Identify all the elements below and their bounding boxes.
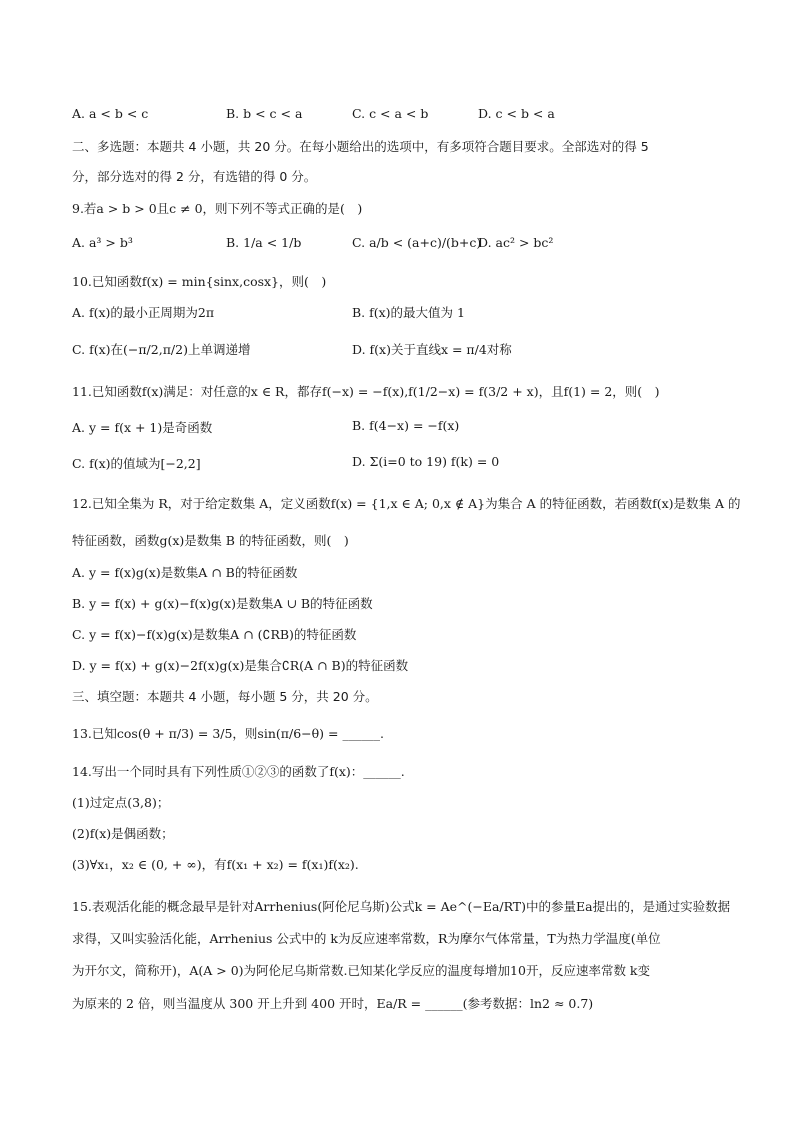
q11-stem: 11.已知函数f(x)满足：对任意的x ∈ R，都存f(−x) = −f(x),f(1/2−x) = f(3/2 + x)，且f(1) = 2，则( ) xyxy=(72,384,660,399)
q15-line3: 为开尔文，简称开)，A(A > 0)为阿伦尼乌斯常数.已知某化学反应的温度每增加10开，反应速率常数 k变 xyxy=(72,963,650,978)
q8-option-b: B. b < c < a xyxy=(226,106,303,121)
q10-stem: 10.已知函数f(x) = min{sinx,cosx}，则( ) xyxy=(72,274,327,289)
q12-stem-line2: 特征函数，函数g(x)是数集 B 的特征函数，则( ) xyxy=(72,533,349,548)
q12-option-a: A. y = f(x)g(x)是数集A ∩ B的特征函数 xyxy=(72,565,298,580)
section2-header-line2: 分，部分选对的得 2 分，有选错的得 0 分。 xyxy=(72,169,317,184)
q9-option-c: C. a/b < (a+c)/(b+c) xyxy=(352,235,482,250)
q8-option-a: A. a < b < c xyxy=(72,106,149,121)
q12-option-d: D. y = f(x) + g(x)−2f(x)g(x)是集合∁R(A ∩ B)的特征函数 xyxy=(72,658,409,673)
q10-option-b: B. f(x)的最大值为 1 xyxy=(352,305,465,320)
q14-property-1: (1)过定点(3,8)； xyxy=(72,795,170,810)
q13-stem: 13.已知cos(θ + π/3) = 3/5，则sin(π/6−θ) = ______. xyxy=(72,726,384,741)
q14-property-2: (2)f(x)是偶函数； xyxy=(72,826,174,841)
q10-option-d: D. f(x)关于直线x = π/4对称 xyxy=(352,342,512,357)
q14-property-3: (3)∀x₁，x₂ ∈ (0, + ∞)，有f(x₁ + x₂) = f(x₁)f(x₂). xyxy=(72,857,359,872)
q12-stem-line1: 12.已知全集为 R，对于给定数集 A，定义函数f(x) = {1,x ∈ A; 0,x ∉ A}为集合 A 的特征函数，若函数f(x)是数集 A 的 xyxy=(72,496,741,511)
q11-option-a: A. y = f(x + 1)是奇函数 xyxy=(72,420,213,435)
section2-header-line1: 二、多选题：本题共 4 小题，共 20 分。在每小题给出的选项中，有多项符合题目要求。全部选对的得 5 xyxy=(72,139,649,154)
q12-option-c: C. y = f(x)−f(x)g(x)是数集A ∩ (∁RB)的特征函数 xyxy=(72,627,357,642)
q8-option-c: C. c < a < b xyxy=(352,106,429,121)
q15-line1: 15.表观活化能的概念最早是针对Arrhenius(阿伦尼乌斯)公式k = Ae^(−Ea/RT)中的参量Ea提出的，是通过实验数据 xyxy=(72,899,731,914)
q11-option-d: D. Σ(i=0 to 19) f(k) = 0 xyxy=(352,454,500,469)
q10-option-c: C. f(x)在(−π/2,π/2)上单调递增 xyxy=(72,342,251,357)
q8-option-d: D. c < b < a xyxy=(478,106,555,121)
q9-option-a: A. a³ > b³ xyxy=(72,235,133,250)
q9-stem: 9.若a > b > 0且c ≠ 0，则下列不等式正确的是( ) xyxy=(72,201,363,216)
q9-option-b: B. 1/a < 1/b xyxy=(226,235,302,250)
q11-option-c: C. f(x)的值域为[−2,2] xyxy=(72,456,201,471)
q10-option-a: A. f(x)的最小正周期为2π xyxy=(72,305,215,320)
section3-header: 三、填空题：本题共 4 小题，每小题 5 分，共 20 分。 xyxy=(72,689,378,704)
q15-line2: 求得，又叫实验活化能，Arrhenius 公式中的 k为反应速率常数，R为摩尔气体常量，T为热力学温度(单位 xyxy=(72,931,661,946)
q9-option-d: D. ac² > bc² xyxy=(478,235,554,250)
q12-option-b: B. y = f(x) + g(x)−f(x)g(x)是数集A ∪ B的特征函数 xyxy=(72,596,373,611)
q11-option-b: B. f(4−x) = −f(x) xyxy=(352,418,460,433)
q14-stem: 14.写出一个同时具有下列性质①②③的函数了f(x)：______. xyxy=(72,764,405,779)
q15-line4: 为原来的 2 倍，则当温度从 300 开上升到 400 开时，Ea/R = ______(参考数据：ln2 ≈ 0.7) xyxy=(72,996,594,1011)
